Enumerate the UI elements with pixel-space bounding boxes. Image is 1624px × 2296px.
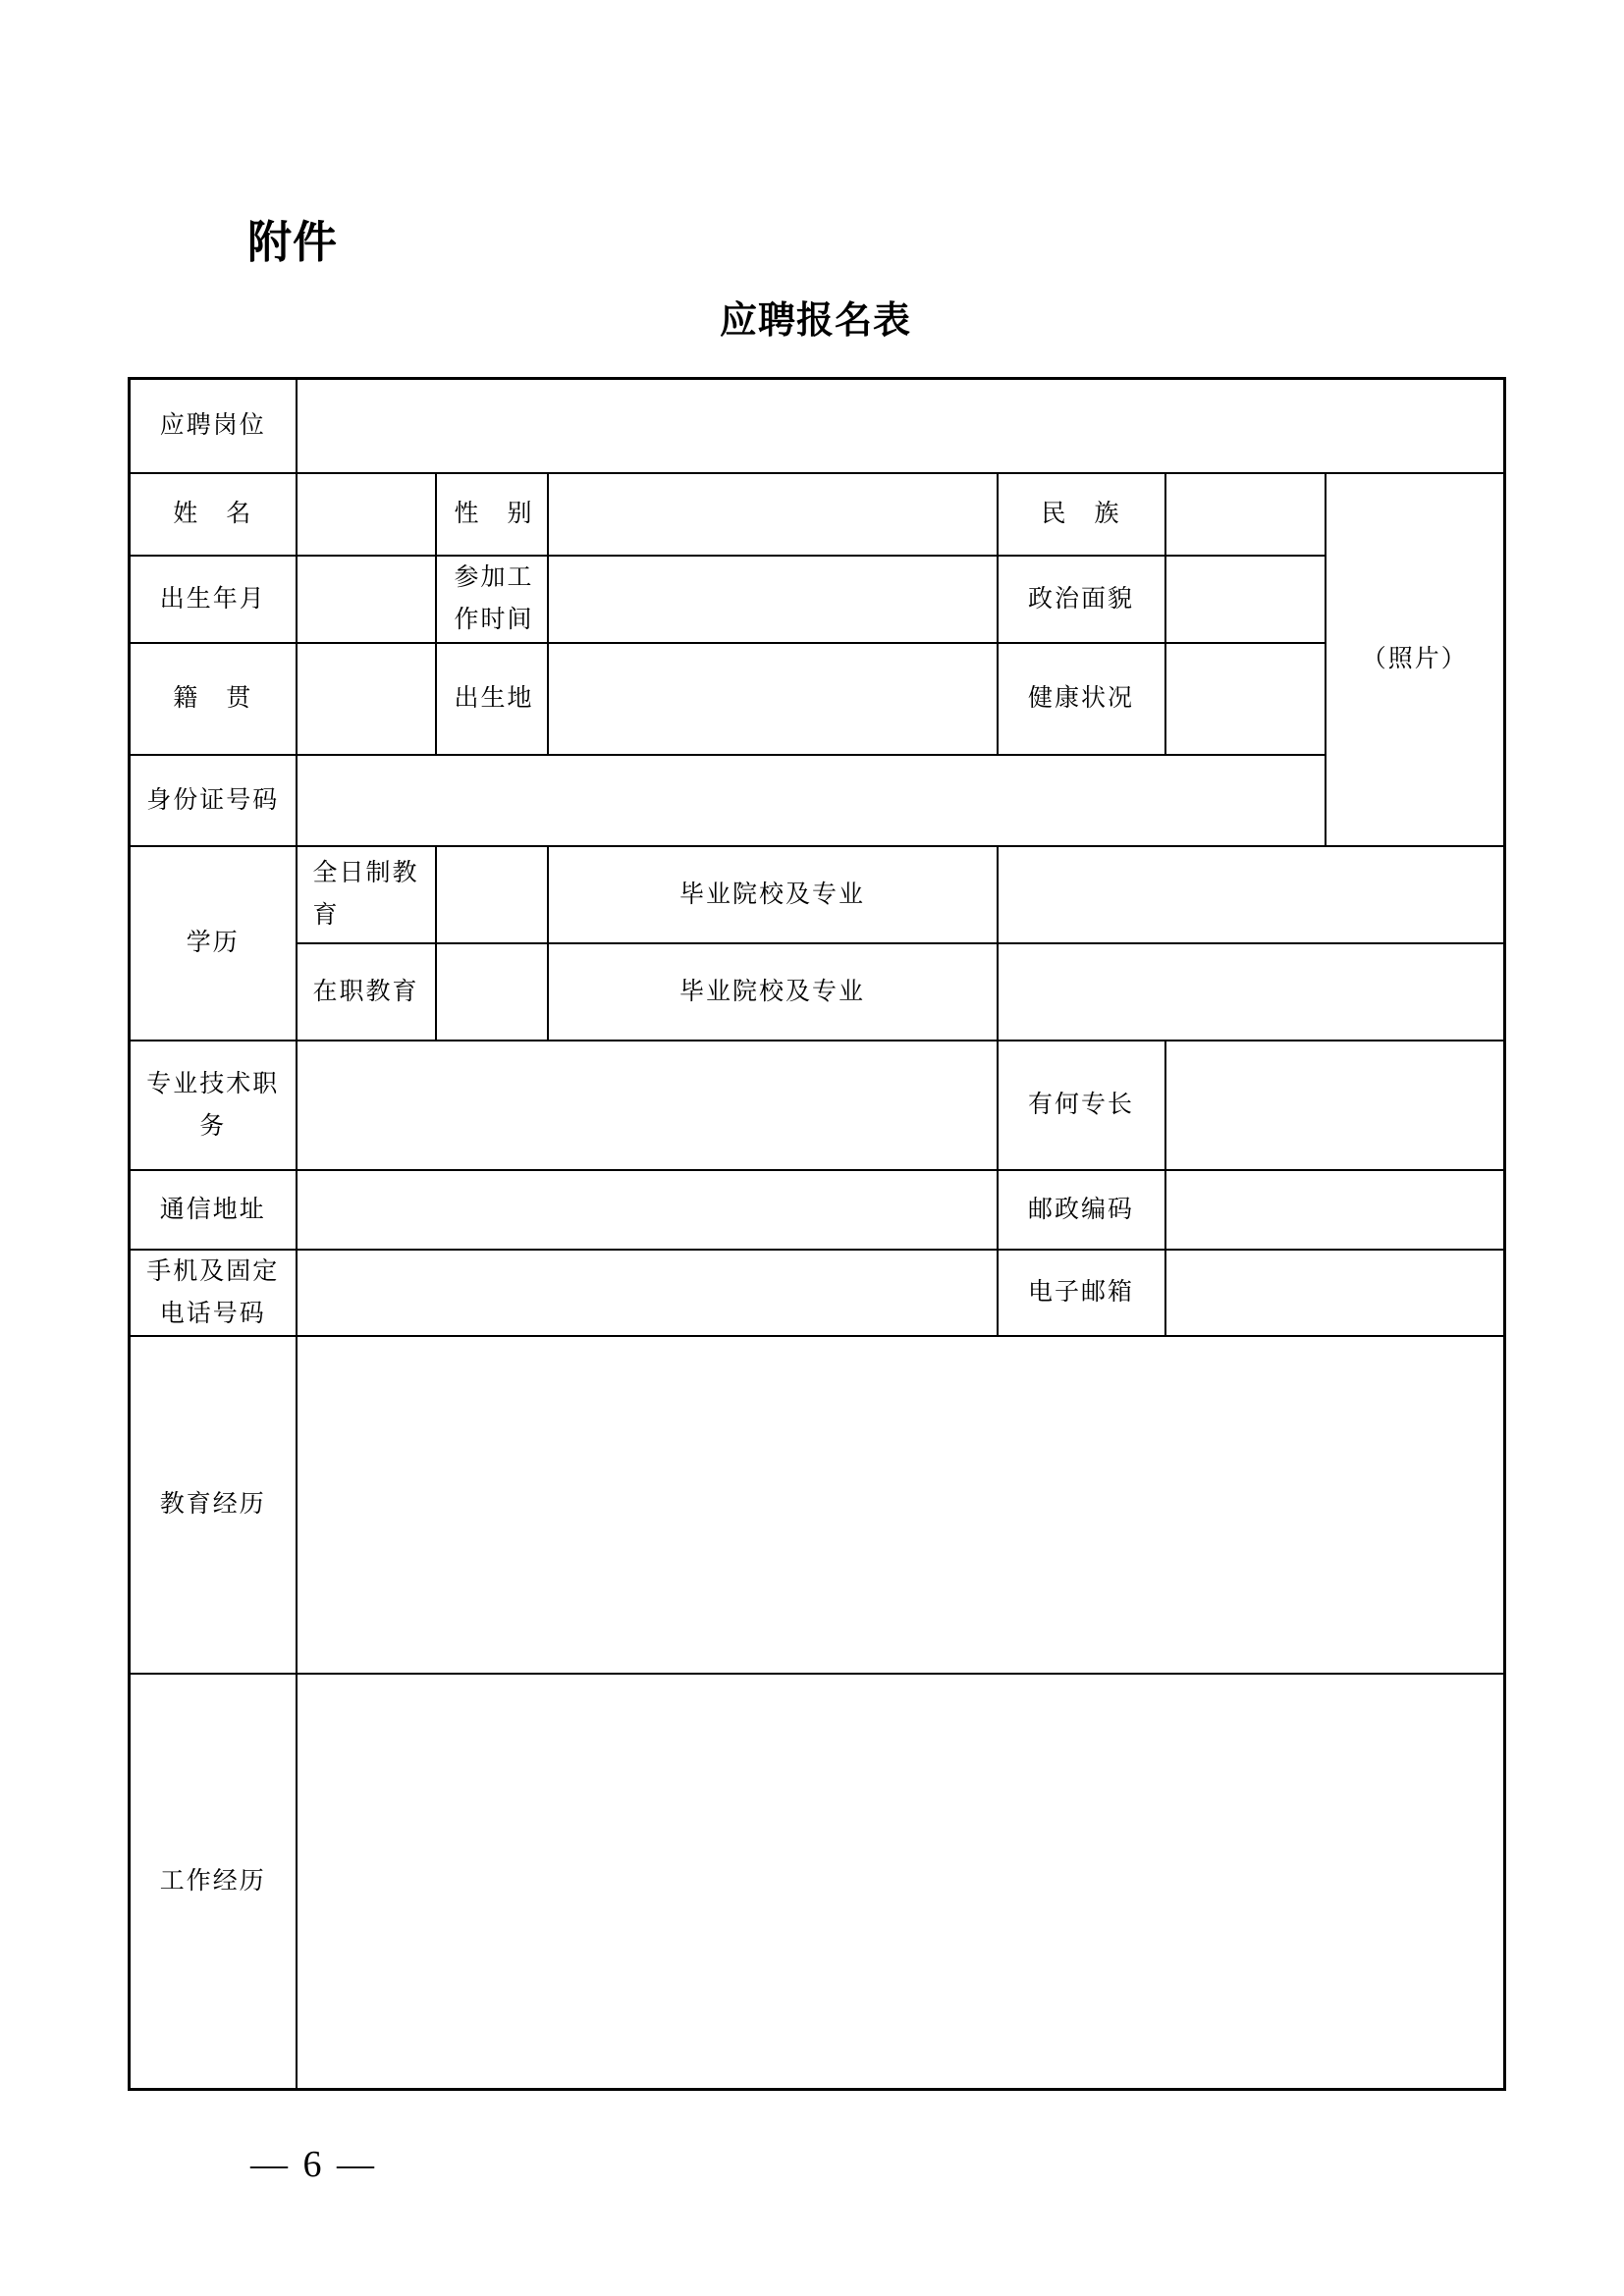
row-position xyxy=(130,379,1505,473)
gender-value-cell xyxy=(548,473,998,556)
ethnicity-label: 民 族 xyxy=(998,473,1165,556)
address-label: 通信地址 xyxy=(130,1170,297,1250)
education-history-value-cell xyxy=(297,1336,1505,1674)
row-education-history xyxy=(130,1336,1505,1674)
application-form-table xyxy=(128,377,1506,2091)
photo-placeholder: （照片） xyxy=(1326,473,1505,846)
id-number-label: 身份证号码 xyxy=(130,755,297,846)
birthplace-value-cell xyxy=(548,643,998,755)
birthplace-label: 出生地 xyxy=(436,643,548,755)
position-value-cell xyxy=(297,379,1505,473)
full-time-school-value-cell xyxy=(998,846,1505,943)
email-value-cell xyxy=(1165,1250,1505,1336)
row-birth-date xyxy=(130,556,1505,643)
political-status-label: 政治面貌 xyxy=(998,556,1165,643)
in-service-school-label: 毕业院校及专业 xyxy=(548,943,998,1041)
attachment-label: 附件 xyxy=(247,217,339,267)
in-service-education-label: 在职教育 xyxy=(297,943,436,1041)
form-title: 应聘报名表 xyxy=(719,300,911,342)
form-body xyxy=(130,379,1505,2090)
name-value-cell xyxy=(297,473,436,556)
page-number: — 6 — xyxy=(250,2144,374,2185)
in-service-education-value-cell xyxy=(436,943,548,1041)
in-service-school-value-cell xyxy=(998,943,1505,1041)
email-label: 电子邮箱 xyxy=(998,1250,1165,1336)
address-value-cell xyxy=(297,1170,998,1250)
work-history-value-cell xyxy=(297,1674,1505,2090)
row-native-place xyxy=(130,643,1505,755)
row-full-time-education xyxy=(130,846,1505,943)
health-label: 健康状况 xyxy=(998,643,1165,755)
row-professional-title xyxy=(130,1041,1505,1170)
row-in-service-education xyxy=(130,943,1505,1041)
position-label: 应聘岗位 xyxy=(130,379,297,473)
full-time-school-label: 毕业院校及专业 xyxy=(548,846,998,943)
political-status-value-cell xyxy=(1165,556,1326,643)
work-start-date-value-cell xyxy=(548,556,998,643)
full-time-education-value-cell xyxy=(436,846,548,943)
row-phone xyxy=(130,1250,1505,1336)
name-label: 姓 名 xyxy=(130,473,297,556)
specialty-label: 有何专长 xyxy=(998,1041,1165,1170)
health-value-cell xyxy=(1165,643,1326,755)
row-name xyxy=(130,473,1505,556)
id-number-value-cell xyxy=(297,755,1326,846)
birth-date-label: 出生年月 xyxy=(130,556,297,643)
professional-title-label: 专业技术职务 xyxy=(130,1041,297,1170)
native-place-value-cell xyxy=(297,643,436,755)
work-start-date-label: 参加工作时间 xyxy=(436,556,548,643)
gender-label: 性 别 xyxy=(436,473,548,556)
phone-label: 手机及固定电话号码 xyxy=(130,1250,297,1336)
full-time-education-label: 全日制教育 xyxy=(297,846,436,943)
phone-value-cell xyxy=(297,1250,998,1336)
specialty-value-cell xyxy=(1165,1041,1505,1170)
ethnicity-value-cell xyxy=(1165,473,1326,556)
row-address xyxy=(130,1170,1505,1250)
education-history-label: 教育经历 xyxy=(130,1336,297,1674)
education-level-label: 学历 xyxy=(130,846,297,1041)
postcode-label: 邮政编码 xyxy=(998,1170,1165,1250)
professional-title-value-cell xyxy=(297,1041,998,1170)
postcode-value-cell xyxy=(1165,1170,1505,1250)
row-id-number xyxy=(130,755,1505,846)
native-place-label: 籍 贯 xyxy=(130,643,297,755)
birth-date-value-cell xyxy=(297,556,436,643)
work-history-label: 工作经历 xyxy=(130,1674,297,2090)
row-work-history xyxy=(130,1674,1505,2090)
